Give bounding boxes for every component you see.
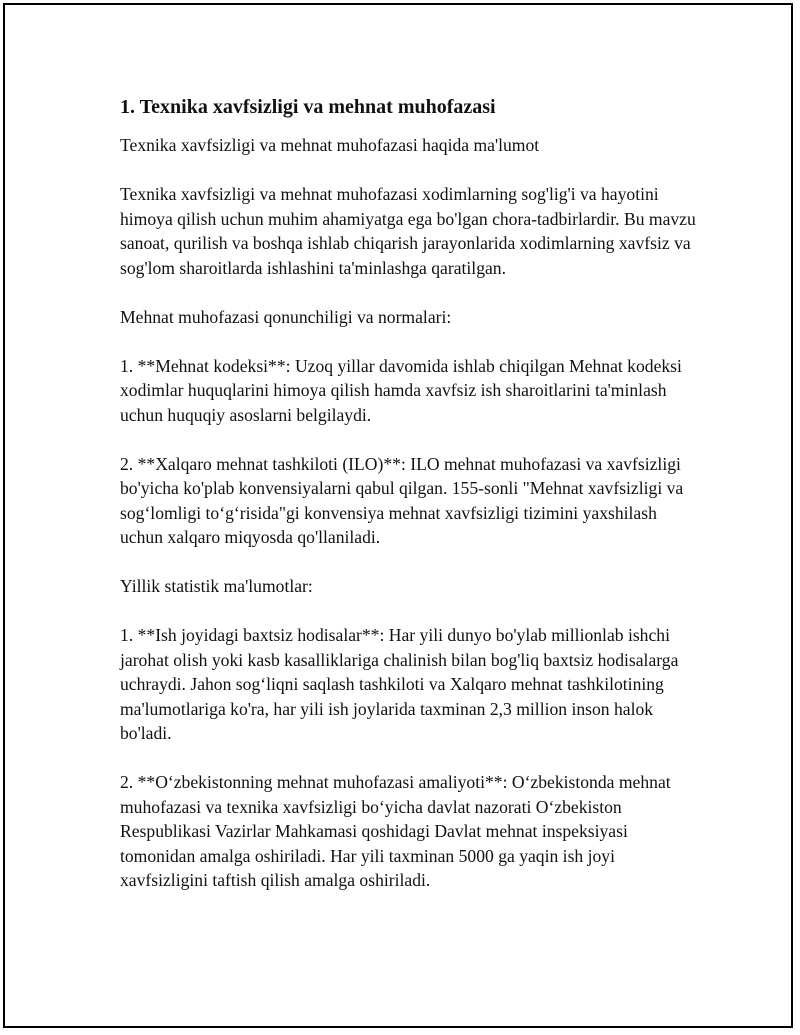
paragraph-statistics-heading: Yillik statistik ma'lumotlar: [120, 576, 313, 596]
document-title: 1. Texnika xavfsizligi va mehnat muhofazasi [120, 96, 496, 118]
paragraph-legislation-heading: Mehnat muhofazasi qonunchiligi va normalari: [120, 306, 452, 327]
paragraph-ilo: 2. **Xalqaro mehnat tashkiloti (ILO)**: ILO mehnat muhofazasi va xavfsizligi bo'yicha ko'plab konvensiyalarni qabul qilgan. 155-sonli "Mehnat xavfsizligi va sog‘lomligi to‘g‘risida"gi konvensiya mehnat xavfsizligi tizimini yaxshilash uchun xalqaro miqyosda qo'llaniladi. [120, 453, 684, 547]
document-body [120, 95, 700, 917]
paragraph-intro-body: Texnika xavfsizligi va mehnat muhofazasi xodimlarning sog'lig'i va hayotini himoya qilish uchun muhim ahamiyatga ega bo'lgan chora-tadbirlardir. Bu mavzu sanoat, qurilish va boshqa ishlab chiqarish jarayonlarida xodimlarning xavfsiz va sog'lom sharoitlarda ishlashini ta'minlashga qaratilgan. [120, 184, 696, 278]
paragraph-labor-code: 1. **Mehnat kodeksi**: Uzoq yillar davomida ishlab chiqilgan Mehnat kodeksi xodimlar huquqlarini himoya qilish hamda xavfsiz ish sharoitlarini ta'minlash uchun huquqiy asoslarni belgilaydi. [120, 355, 682, 425]
paragraph-workplace-accidents: 1. **Ish joyidagi baxtsiz hodisalar**: Har yili dunyo bo'ylab millionlab ishchi jarohat olish yoki kasb kasalliklariga chalinish bilan bog'liq baxtsiz hodisalarga uchraydi. Jahon sog‘liqni saqlash tashkiloti va Xalqaro mehnat tashkilotining ma'lumotlariga ko'ra, har yili ish joylarida taxminan 2,3 million inson halok bo'ladi. [120, 625, 679, 743]
paragraph-intro-heading: Texnika xavfsizligi va mehnat muhofazasi haqida ma'lumot [120, 135, 540, 155]
paragraph-uzbekistan-practice: 2. **O‘zbekistonning mehnat muhofazasi amaliyoti**: O‘zbekistonda mehnat muhofazasi va texnika xavfsizligi bo‘yicha davlat nazorati O‘zbekiston Respublikasi Vazirlar Mahkamasi qoshidagi Davlat mehnat inspeksiyasi tomonidan amalga oshiriladi. Har yili taxminan 5000 ga yaqin ish joyi xavfsizligini taftish qilish amalga oshiriladi. [120, 772, 671, 890]
document-page [3, 3, 793, 1028]
